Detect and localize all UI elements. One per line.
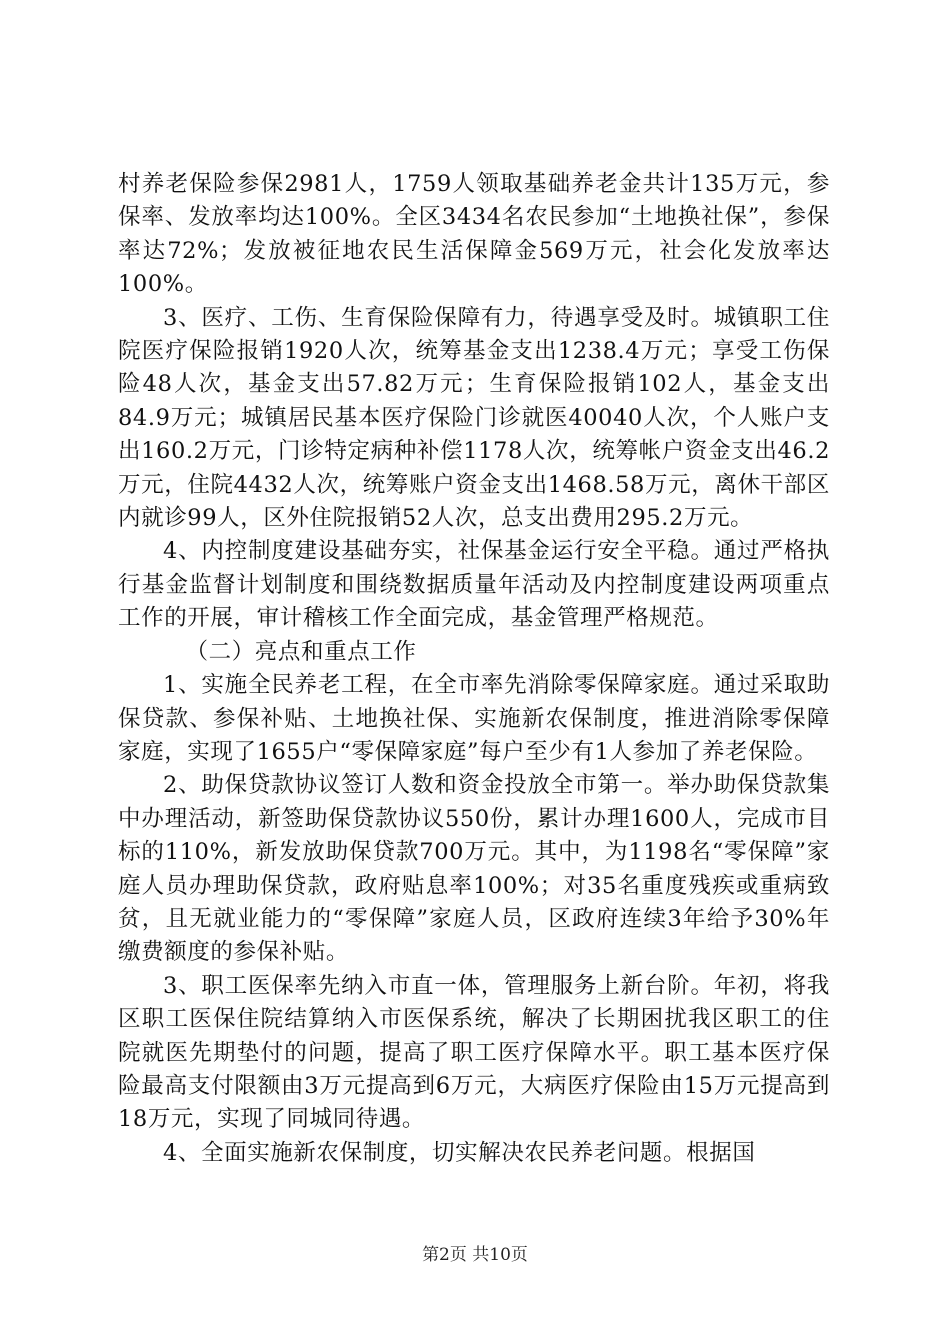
- paragraph-internal-control: 4、内控制度建设基础夯实，社保基金运行安全平稳。通过严格执行基金监督计划制度和围绕数据质量年活动及内控制度建设两项重点工作的开展，审计稽核工作全面完成，基金管理严格规范。: [118, 538, 830, 632]
- paragraph-medical-insurance: 3、医疗、工伤、生育保险保障有力，待遇享受及时。城镇职工住院医疗保险报销1920人次，统筹基金支出1238.4万元；享受工伤保险48人次，基金支出57.82万元；生育保险报销102人，基金支出84.9万元；城镇居民基本医疗保险门诊就医40040人次，个人账户支出160.2万元，门诊特定病种补偿1178人次，统筹帐户资金支出46.2万元，住院4432人次，统筹账户资金支出1468.58万元，离休干部区内就诊99人，区外住院报销52人次，总支出费用295.2万元。: [118, 304, 830, 532]
- paragraph-universal-pension: 1、实施全民养老工程，在全市率先消除零保障家庭。通过采取助保贷款、参保补贴、土地换社保、实施新农保制度，推进消除零保障家庭，实现了1655户“零保障家庭”每户至少有1人参加了养老保险。: [118, 672, 830, 765]
- paragraph-new-rural-pension: 4、全面实施新农保制度，切实解决农民养老问题。根据国: [163, 1139, 756, 1166]
- paragraph-continuation: 村养老保险参保2981人，1759人领取基础养老金共计135万元，参保率、发放率均达100%。全区3434名农民参加“土地换社保”，参保率达72%；发放被征地农民生活保障金569万元，社会化发放率达100%。: [118, 171, 830, 298]
- paragraph-employee-medical: 3、职工医保率先纳入市直一体，管理服务上新台阶。年初，将我区职工医保住院结算纳入市医保系统，解决了长期困扰我区职工的住院就医先期垫付的问题，提高了职工医疗保障水平。职工基本医疗保险最高支付限额由3万元提高到6万元，大病医疗保险由15万元提高到18万元，实现了同城同待遇。: [118, 972, 830, 1133]
- page-footer: [0, 1244, 950, 1266]
- page-number-label: 第2页 共10页: [422, 1245, 528, 1265]
- section-heading: （二）亮点和重点工作: [185, 638, 417, 665]
- document-body: [118, 168, 830, 1170]
- paragraph-loan-agreements: 2、助保贷款协议签订人数和资金投放全市第一。举办助保贷款集中办理活动，新签助保贷款协议550份，累计办理1600人，完成市目标的110%，新发放助保贷款700万元。其中，为1198名“零保障”家庭人员办理助保贷款，政府贴息率100%；对35名重度残疾或重病致贫，且无就业能力的“零保障”家庭人员，区政府连续3年给予30%年缴费额度的参保补贴。: [118, 772, 830, 966]
